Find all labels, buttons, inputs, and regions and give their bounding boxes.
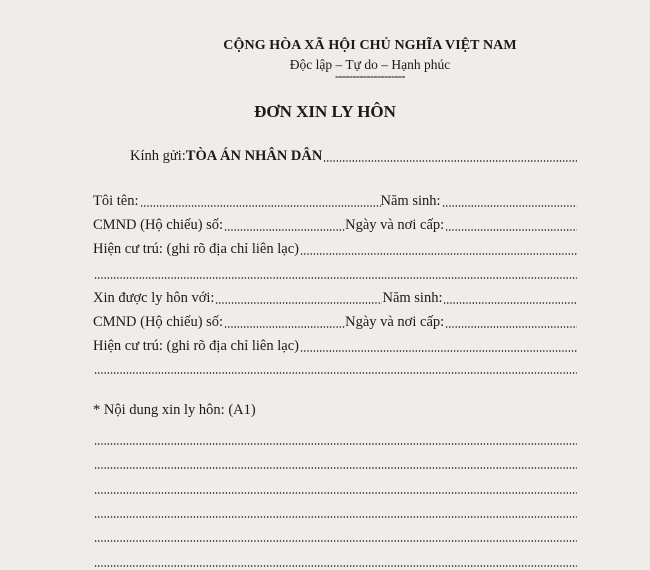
spouse-id-field[interactable] bbox=[223, 313, 345, 331]
content-line bbox=[93, 428, 577, 448]
applicant-name-label: Tôi tên: bbox=[93, 193, 139, 209]
spouse-name-field[interactable] bbox=[214, 289, 382, 307]
applicant-address-row-2 bbox=[93, 262, 577, 282]
header-divider: -------------------- bbox=[335, 69, 405, 83]
applicant-id-label: CMND (Hộ chiếu) số: bbox=[93, 217, 224, 233]
spouse-address-label: Hiện cư trú: (ghi rõ địa chỉ liên lạc) bbox=[93, 338, 299, 354]
applicant-name-row bbox=[93, 190, 577, 210]
applicant-birth-field[interactable] bbox=[441, 192, 577, 210]
recipient-label: Kính gửi: bbox=[130, 148, 186, 164]
applicant-id-row bbox=[93, 214, 577, 234]
content-field-2[interactable] bbox=[93, 454, 577, 472]
nation-header: CỘNG HÒA XÃ HỘI CHỦ NGHĨA VIỆT NAM bbox=[223, 38, 517, 53]
content-line bbox=[93, 525, 577, 545]
applicant-issue-label: Ngày và nơi cấp: bbox=[345, 217, 445, 233]
content-line bbox=[93, 477, 577, 497]
content-line bbox=[93, 452, 577, 472]
spouse-birth-label: Năm sinh: bbox=[382, 290, 443, 306]
document-title: ĐƠN XIN LY HÔN bbox=[254, 102, 396, 121]
applicant-issue-field[interactable] bbox=[444, 216, 577, 234]
content-field-6[interactable] bbox=[93, 552, 577, 570]
spouse-id-row bbox=[93, 311, 577, 331]
national-motto: Độc lập – Tự do – Hạnh phúc bbox=[289, 57, 451, 72]
content-field-1[interactable] bbox=[93, 430, 577, 448]
spouse-id-label: CMND (Hộ chiếu) số: bbox=[93, 314, 224, 330]
content-line bbox=[93, 501, 577, 521]
spouse-address-field[interactable] bbox=[299, 337, 577, 355]
applicant-address-field[interactable] bbox=[299, 240, 577, 258]
applicant-address-label: Hiện cư trú: (ghi rõ địa chỉ liên lạc) bbox=[93, 241, 299, 257]
content-field-3[interactable] bbox=[93, 479, 577, 497]
applicant-name-field[interactable] bbox=[139, 192, 381, 210]
applicant-birth-label: Năm sinh: bbox=[380, 193, 441, 209]
spouse-address-row bbox=[93, 335, 577, 355]
court-name: TÒA ÁN NHÂN DÂN bbox=[185, 148, 323, 164]
applicant-address-field-2[interactable] bbox=[93, 264, 577, 282]
court-location-field[interactable] bbox=[322, 147, 577, 165]
spouse-issue-label: Ngày và nơi cấp: bbox=[345, 314, 445, 330]
content-section-label: * Nội dung xin ly hôn: (A1) bbox=[93, 402, 256, 418]
spouse-address-field-2[interactable] bbox=[93, 359, 577, 377]
recipient-line bbox=[130, 145, 577, 165]
spouse-address-row-2 bbox=[93, 357, 577, 377]
spouse-name-label: Xin được ly hôn với: bbox=[93, 290, 215, 306]
applicant-address-row bbox=[93, 238, 577, 258]
content-field-4[interactable] bbox=[93, 503, 577, 521]
spouse-birth-field[interactable] bbox=[442, 289, 577, 307]
content-field-5[interactable] bbox=[93, 527, 577, 545]
content-line bbox=[93, 550, 577, 570]
spouse-name-row bbox=[93, 287, 577, 307]
applicant-id-field[interactable] bbox=[223, 216, 345, 234]
spouse-issue-field[interactable] bbox=[444, 313, 577, 331]
